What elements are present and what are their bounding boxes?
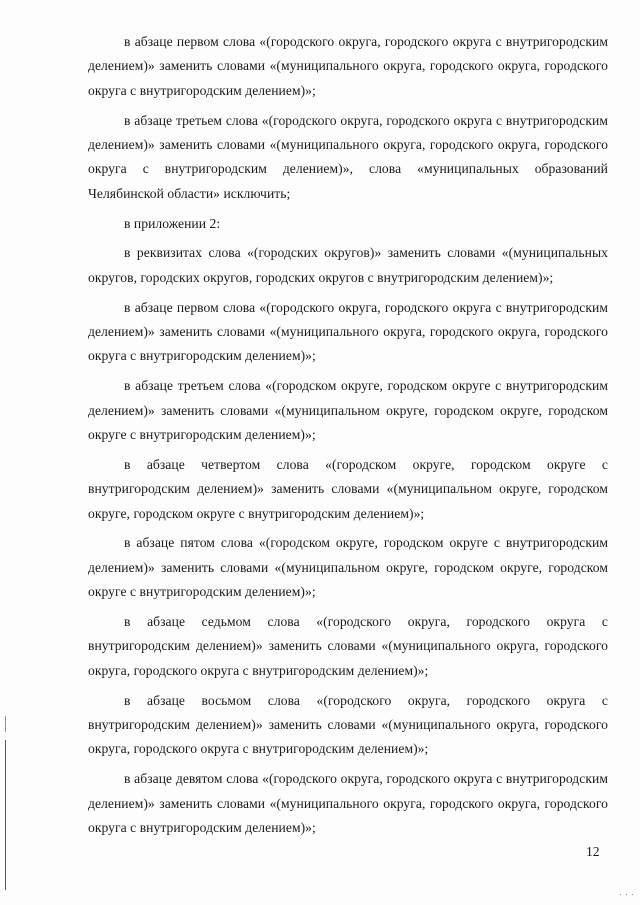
paragraph-1: в абзаце первом слова «(городского округа, городского округа с внутригородским делением)» заменить словами «(муниципального округа, городского округа, городского округа с внутригородским делением)»; — [88, 34, 608, 98]
document-body — [88, 30, 608, 846]
paragraph-10: в абзаце восьмом слова «(городского округа, городского округа с внутригородским делением)» заменить словами «(муниципального округа, городского округа, городского округа с внутригородским делением)»; — [88, 692, 608, 757]
scan-speck — [620, 894, 621, 895]
paragraph-4: в реквизитах слова «(городских округов)» заменить словами «(муниципальных округов, городских округов, городских округов с внутригородским делением)»; — [88, 245, 608, 285]
paragraph-9: в абзаце седьмом слова «(городского округа, городского округа с внутригородским делением)» заменить словами «(муниципального округа, городского округа, городского округа с внутригородским делением)»; — [88, 614, 608, 678]
scan-edge-artifact — [5, 716, 6, 732]
paragraph-5: в абзаце первом слова «(городского округа, городского округа с внутригородским делением)» заменить словами «(муниципального округа, городского округа, городского округа с внутригородским делением)»; — [88, 299, 608, 364]
page-number: 12 — [586, 844, 600, 859]
scan-edge-artifact — [5, 740, 6, 890]
paragraph-8: в абзаце пятом слова «(городском округе, городском округе с внутригородским делением)» заменить словами «(муниципальном округе, городском округе, городском округе с внутригородским делением)»; — [88, 535, 608, 600]
paragraph-6: в абзаце третьем слова «(городском округе, городском округе с внутригородским делением)» заменить словами «(муниципальном округе, городском округе, городском округе с внутригородским делением)»; — [88, 378, 608, 443]
paragraph-3: в приложении 2: — [124, 215, 221, 231]
scan-speck — [626, 894, 627, 895]
scan-speck — [632, 894, 633, 895]
paragraph-2: в абзаце третьем слова «(городского округа, городского округа с внутригородским делением)» заменить словами «(муниципального округа, городского округа, городского округа с внутригородским делением)», слова «муниципальных образований Челябинской области» исключить; — [88, 112, 608, 201]
paragraph-7: в абзаце четвертом слова «(городском округе, городском округе с внутригородским делением)» заменить словами «(муниципальном округе, городском округе, городском округе с внутригородским делением)»; — [88, 456, 608, 521]
paragraph-11: в абзаце девятом слова «(городского округа, городского округа с внутригородским делением)» заменить словами «(муниципального округа, городского округа, городского округа с внутригородским делением)»; — [88, 771, 608, 836]
